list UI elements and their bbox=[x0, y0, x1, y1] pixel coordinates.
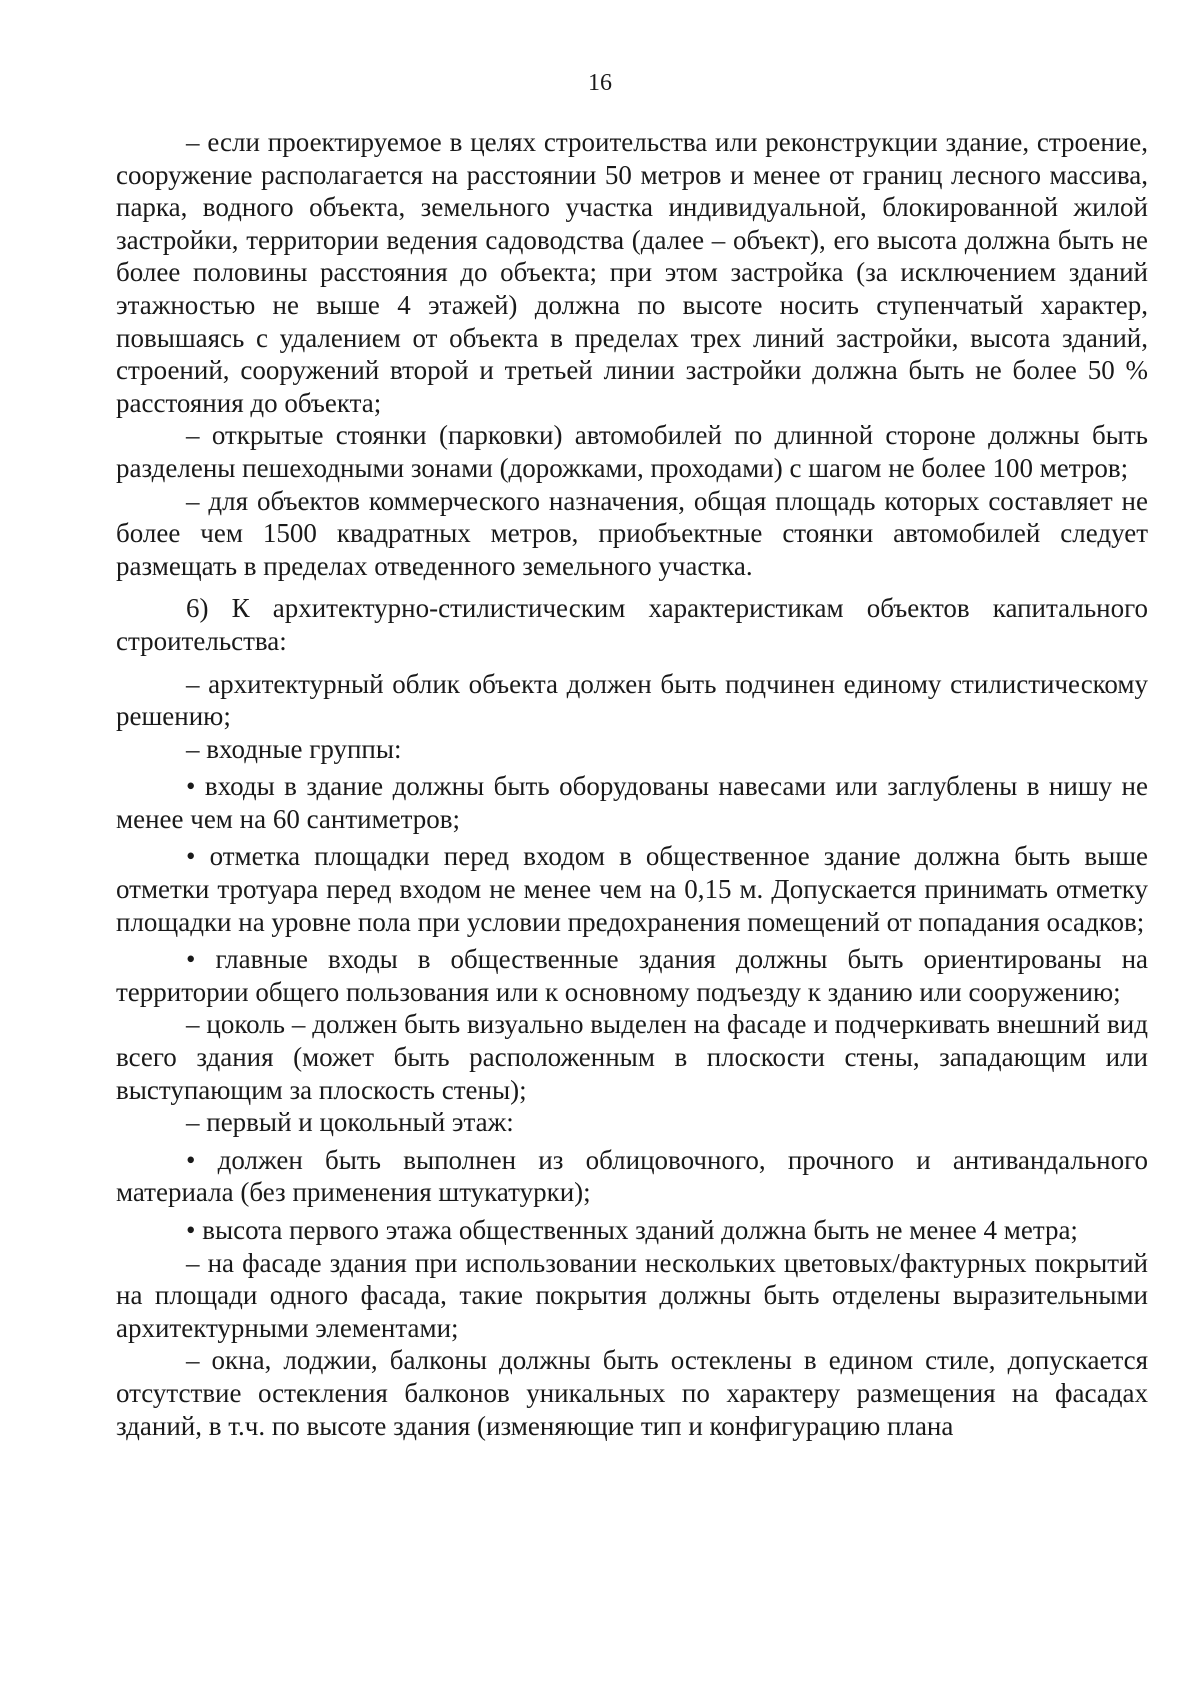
paragraph-plinth: – цоколь – должен быть визуально выделен на фасаде и подчеркивать внешний вид всего здания (может быть расположенным в плоскости стены, западающим или выступающим за плоскость стены); bbox=[116, 1009, 1148, 1105]
bullet-entrance-canopies: • входы в здание должны быть оборудованы навесами или заглублены в нишу не менее чем на 60 сантиметров; bbox=[116, 771, 1148, 834]
paragraph-parking-zones: – открытые стоянки (парковки) автомобилей по длинной стороне должны быть разделены пешеходными зонами (дорожками, проходами) с шагом не более 100 метров; bbox=[116, 420, 1148, 483]
paragraph-setback-height-rule: – если проектируемое в целях строительства или реконструкции здание, строение, сооружение располагается на расстоянии 50 метров и менее от границ лесного массива, парка, водного объекта, земельного участка индивидуальной, блокированной жилой застройки, территории ведения садоводства (далее – объект), его высота должна быть не более половины расстояния до объекта; при этом застройка (за исключением зданий этажностью не выше 4 этажей) должна по высоте носить ступенчатый характер, повышаясь с удалением от объекта в пределах трех линий застройки, высота зданий, строений, сооружений второй и третьей линии застройки должна быть не более 50 % расстояния до объекта; bbox=[116, 127, 1148, 418]
document-body bbox=[116, 126, 1148, 1442]
bullet-facing-material: • должен быть выполнен из облицовочного, прочного и антивандального материала (без применения штукатурки); bbox=[116, 1144, 1148, 1208]
page-number: 16 bbox=[588, 70, 612, 96]
paragraph-entrance-groups: – входные группы: bbox=[186, 733, 402, 764]
paragraph-facade-coatings: – на фасаде здания при использовании нескольких цветовых/фактурных покрытий на площади одного фасада, такие покрытия должны быть отделены выразительными архитектурными элементами; bbox=[116, 1247, 1148, 1343]
paragraph-commercial-parking: – для объектов коммерческого назначения, общая площадь которых составляет не более чем 1500 квадратных метров, приобъектные стоянки автомобилей следует размещать в пределах отведенного земельного участка. bbox=[116, 485, 1148, 581]
paragraph-first-floor: – первый и цокольный этаж: bbox=[186, 1107, 514, 1138]
paragraph-windows-glazing: – окна, лоджии, балконы должны быть остеклены в едином стиле, допускается отсутствие остекления балконов уникальных по характеру размещения на фасадах зданий, в т.ч. по высоте здания (изменяющие тип и конфигурацию плана bbox=[116, 1345, 1148, 1441]
bullet-entrance-platform-level: • отметка площадки перед входом в общественное здание должна быть выше отметки тротуара перед входом не менее чем на 0,15 м. Допускается принимать отметку площадки на уровне пола при условии предохранения помещений от попадания осадков; bbox=[116, 841, 1148, 937]
bullet-first-floor-height: • высота первого этажа общественных зданий должна быть не менее 4 метра; bbox=[186, 1215, 1078, 1245]
paragraph-section-6-heading: 6) К архитектурно-стилистическим характеристикам объектов капитального строительства: bbox=[116, 593, 1148, 656]
paragraph-architectural-appearance: – архитектурный облик объекта должен быть подчинен единому стилистическому решению; bbox=[116, 668, 1148, 732]
bullet-main-entrances-orientation: • главные входы в общественные здания должны быть ориентированы на территории общего пользования или к основному подъезду к зданию или сооружению; bbox=[116, 944, 1148, 1007]
